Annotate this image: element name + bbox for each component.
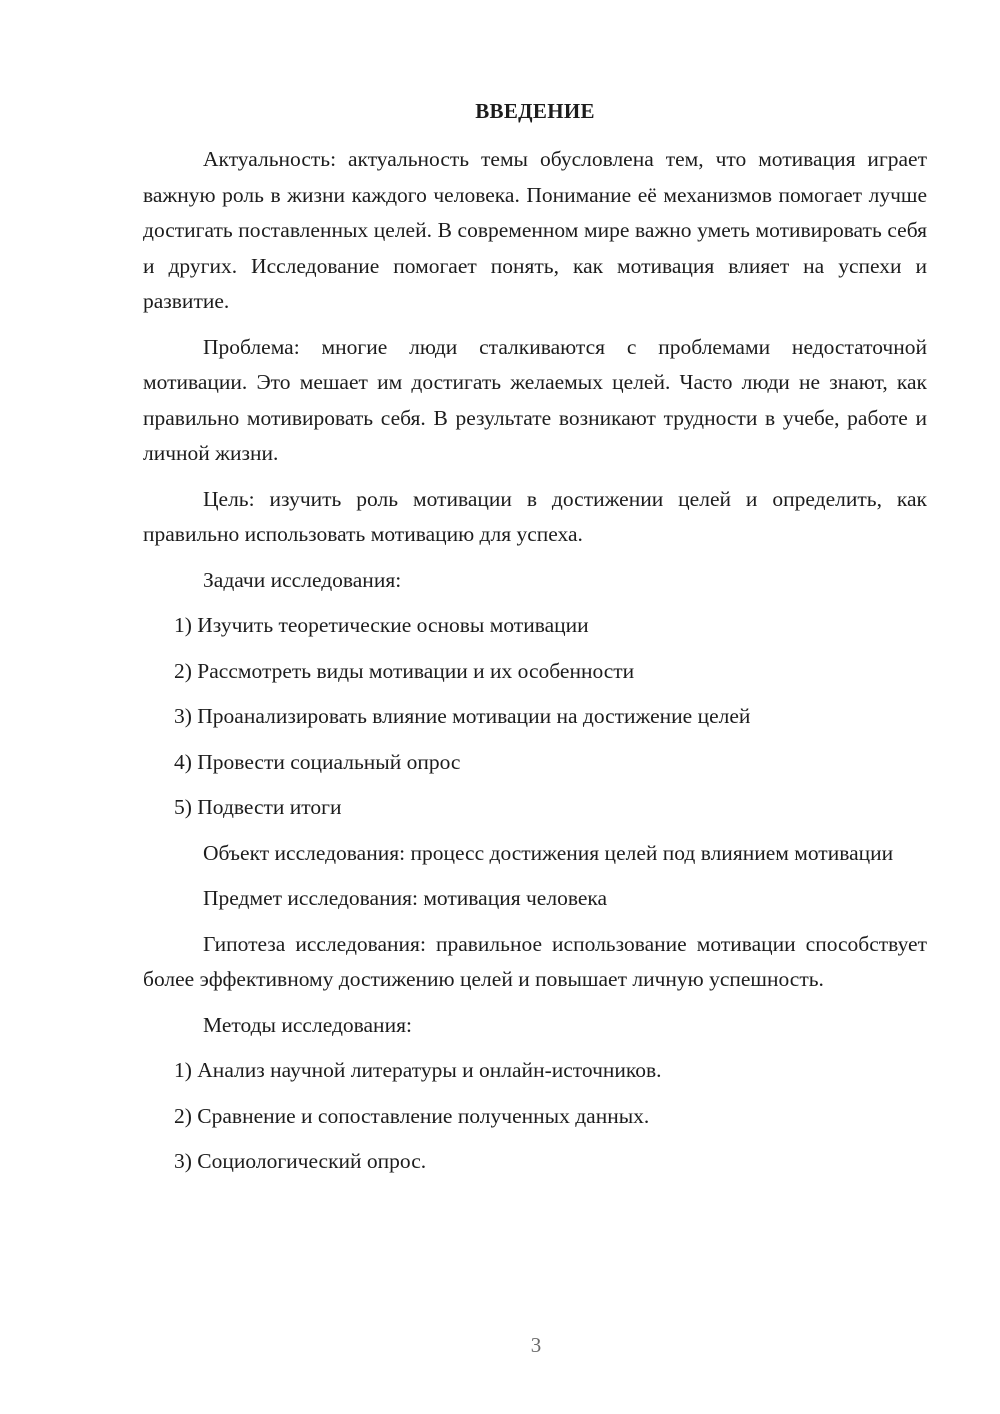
hypothesis-paragraph: Гипотеза исследования: правильное использование мотивации способствует более эффективному достижению целей и повышает личную успешность. [143,931,927,991]
relevance-paragraph: Актуальность: актуальность темы обусловлена тем, что мотивация играет важную роль в жизни каждого человека. Понимание её механизмов помогает лучше достигать поставленных целей. В современном мире важно уметь мотивировать себя и других. Исследование помогает понять, как мотивация влияет на успехи и развитие. [143,147,927,313]
list-item: 3) Проанализировать влияние мотивации на достижение целей [174,704,751,728]
tasks-list [143,608,927,826]
tasks-title: Задачи исследования: [203,567,402,592]
list-item: 5) Подвести итоги [174,795,342,819]
list-item: 1) Изучить теоретические основы мотивации [174,613,589,637]
list-item: 2) Рассмотреть виды мотивации и их особенности [174,658,635,683]
problem-paragraph: Проблема: многие люди сталкиваются с проблемами недостаточной мотивации. Это мешает им достигать желаемых целей. Часто люди не знают, как правильно мотивировать себя. В результате возникают трудности в учебе, работе и личной жизни. [143,334,927,465]
list-item: 2) Сравнение и сопоставление полученных данных. [174,1103,650,1128]
section-heading: ВВЕДЕНИЕ [475,99,595,123]
list-item: 4) Провести социальный опрос [174,749,461,774]
goal-paragraph: Цель: изучить роль мотивации в достижении целей и определить, как правильно использовать мотивацию для успеха. [143,486,927,546]
object-paragraph: Объект исследования: процесс достижения целей под влиянием мотивации [203,840,894,865]
methods-title: Методы исследования: [203,1012,412,1037]
document-page [143,96,927,1190]
page-number: 3 [530,1333,542,1357]
subject-paragraph: Предмет исследования: мотивация человека [203,886,608,910]
list-item: 3) Социологический опрос. [174,1149,427,1173]
methods-list [143,1053,927,1180]
list-item: 1) Анализ научной литературы и онлайн-источников. [174,1058,662,1082]
